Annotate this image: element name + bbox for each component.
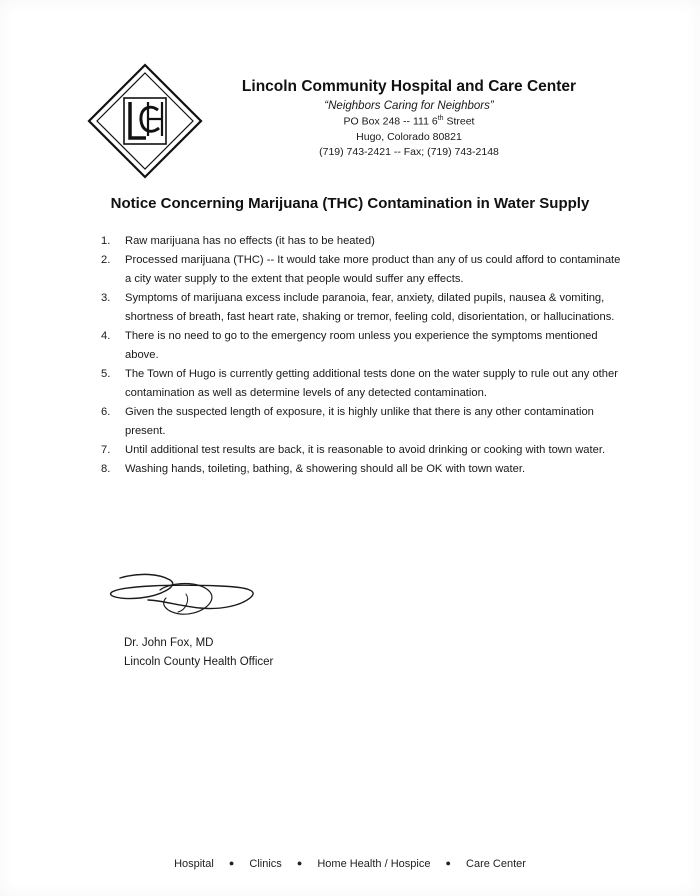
footer-item-care-center: Care Center [466, 858, 526, 870]
footer-separator: ● [445, 858, 451, 868]
item-text: Symptoms of marijuana excess include paranoia, fear, anxiety, dilated pupils, nausea & vomiting, shortness of breath, fast heart rate, shaking or tremor, feeling cold, disorientation, or hallucinations. [125, 292, 615, 323]
item-text: Processed marijuana (THC) -- It would take more product than any of us could afford to contaminate a city water supply to the extent that people would suffer any effects. [125, 254, 621, 285]
item-number: 3. [101, 292, 111, 304]
item-number: 6. [101, 406, 111, 418]
street-ordinal: th [437, 115, 444, 122]
organization-name: Lincoln Community Hospital and Care Center [241, 78, 577, 95]
list-item [101, 460, 621, 479]
list-item [101, 251, 621, 289]
letterhead [214, 78, 604, 161]
item-number: 2. [101, 254, 111, 266]
item-text: The Town of Hugo is currently getting additional tests done on the water supply to rule out any other contamination as well as determine levels of any detected contamination. [125, 368, 618, 399]
signature-image [100, 570, 280, 640]
footer-item-clinics: Clinics [249, 858, 282, 870]
hospital-logo-icon [86, 62, 204, 180]
item-number: 1. [101, 235, 111, 247]
footer-separator: ● [296, 858, 303, 868]
list-item [101, 365, 621, 403]
item-text: Washing hands, toileting, bathing, & showering should all be OK with town water. [125, 463, 526, 475]
item-number: 7. [101, 444, 111, 456]
footer [0, 858, 700, 870]
notice-list [101, 232, 621, 479]
item-number: 8. [101, 463, 111, 475]
address-city: Hugo, Colorado 80821 [356, 130, 462, 143]
list-item [101, 289, 621, 327]
item-number: 4. [101, 330, 111, 342]
item-text: Given the suspected length of exposure, it is highly unlike that there is any other contamination present. [125, 406, 594, 437]
signer-block [124, 634, 273, 672]
item-text: There is no need to go to the emergency room unless you experience the symptoms mentioned above. [125, 330, 598, 361]
list-item [101, 327, 621, 365]
list-item [101, 441, 621, 460]
signer-title: Lincoln County Health Officer [124, 656, 274, 668]
tagline: “Neighbors Caring for Neighbors” [324, 100, 494, 112]
phone-fax: (719) 743-2421 -- Fax; (719) 743-2148 [319, 145, 499, 158]
notice-title: Notice Concerning Marijuana (THC) Contamination in Water Supply [110, 195, 590, 212]
signer-name: Dr. John Fox, MD [124, 637, 214, 649]
list-item [101, 403, 621, 441]
street-suffix: Street [443, 115, 475, 128]
item-text: Until additional test results are back, it is reasonable to avoid drinking or cooking with town water. [125, 444, 606, 456]
item-text: Raw marijuana has no effects (it has to be heated) [125, 235, 375, 247]
address-street [214, 115, 604, 128]
item-number: 5. [101, 368, 111, 380]
footer-item-hospital: Hospital [174, 858, 214, 870]
po-box-text: PO Box 248 -- 111 6 [343, 115, 438, 128]
footer-item-home-health: Home Health / Hospice [317, 858, 431, 870]
list-item [101, 232, 621, 251]
footer-separator: ● [228, 858, 235, 868]
